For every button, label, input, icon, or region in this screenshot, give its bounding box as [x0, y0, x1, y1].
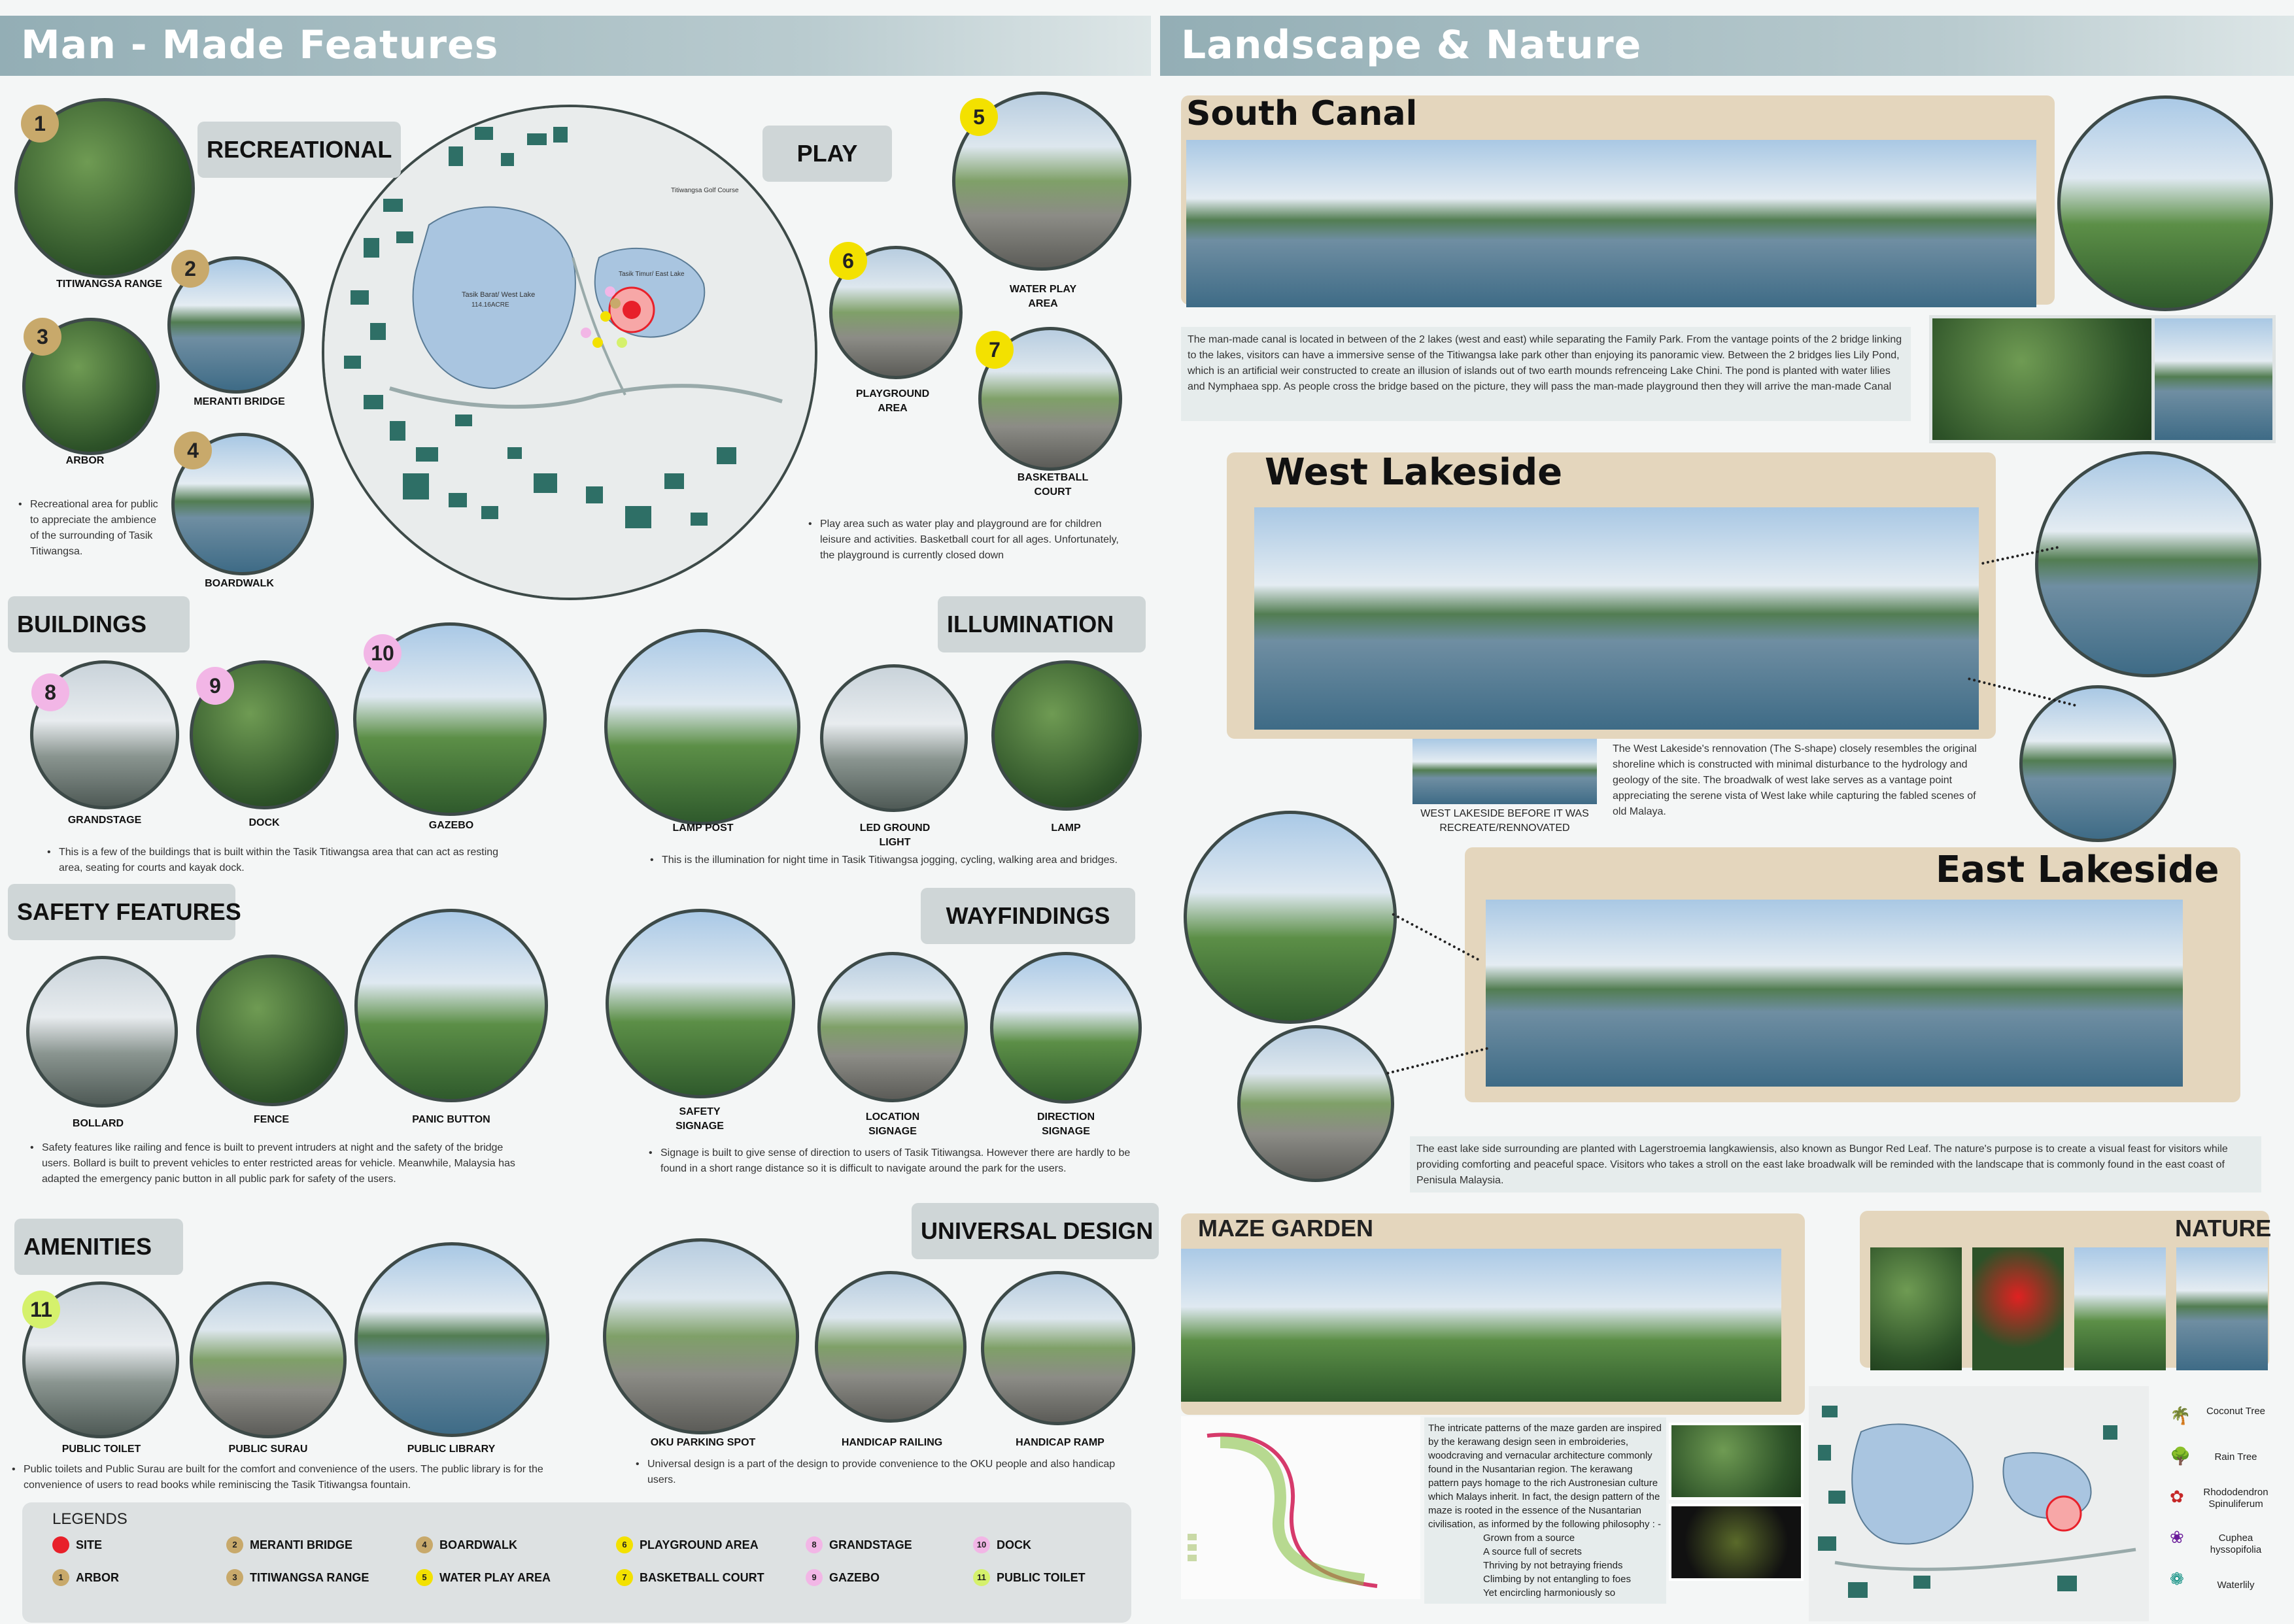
photo-handicap-railing — [815, 1271, 967, 1423]
caption-grandstage: GRANDSTAGE — [67, 815, 142, 826]
legend-key: 4 — [416, 1536, 433, 1553]
south-canal-photo-lilypond — [1929, 315, 2158, 443]
legend-key: 3 — [226, 1569, 243, 1586]
caption-water-play: WATER PLAY AREA — [1009, 284, 1077, 309]
photo-public-library — [354, 1242, 549, 1437]
legend-key: 6 — [616, 1536, 633, 1553]
badge-11: 11 — [22, 1291, 60, 1328]
legend-key: 10 — [973, 1536, 990, 1553]
maze-night-photo — [1669, 1504, 1804, 1581]
note-universal-design: • Universal design is a part of the design to provide convenience to the OKU people and also handicap users. — [647, 1457, 1131, 1488]
left-title: Man - Made Features — [21, 22, 499, 68]
maze-garden-poem — [1428, 1531, 1662, 1600]
cuphea-icon: ❀ — [2170, 1527, 2184, 1547]
legend-label: BOARDWALK — [439, 1538, 517, 1551]
photo-lamp-post — [604, 629, 800, 825]
west-lakeside-heading: West Lakeside — [1265, 451, 1563, 494]
nature-heading: NATURE — [2175, 1215, 2272, 1242]
west-lakeside-before-photo — [1412, 739, 1597, 804]
plant-legend — [2161, 1398, 2278, 1620]
left-title-band — [0, 16, 1151, 76]
poem-line: A source full of secrets — [1483, 1546, 1582, 1557]
map-area-label: 114.16ACRE — [471, 301, 509, 309]
tag-universal-design: UNIVERSAL DESIGN — [912, 1203, 1159, 1259]
caption-boardwalk: BOARDWALK — [205, 578, 274, 589]
legend-label: GAZEBO — [829, 1571, 880, 1584]
south-canal-text: The man-made canal is located in between of the 2 lakes (west and east) while separating the Family Park. From the vantage points of the 2 bridge linking to the lakes, visitors can have a immersive sense of the Titiwangsa lake park other than enjoying its panoramic view. Between the 2 bridges lies Lily Pond, which is an artificial weir constructed to create an illusion of islands out of two earth mounds refrenceing Lake Chini. The pond is planted with water lilies and Nymphaea spp. As people cross the bridge based on the picture, they will pass the man-made playground then they will arrive the man-made Canal — [1181, 327, 1911, 421]
east-lakeside-heading: East Lakeside — [1936, 849, 2219, 891]
photo-fence — [196, 955, 348, 1106]
tag-amenities: AMENITIES — [14, 1219, 183, 1275]
caption-oku-parking: OKU PARKING SPOT — [650, 1437, 756, 1448]
note-recreational: • Recreational area for public to appreciate the ambience of the surrounding of Tasik Titiwangsa. — [30, 497, 167, 560]
east-lakeside-circle-walk — [1237, 1025, 1394, 1182]
caption-safety-signage: SAFETY SIGNAGE — [676, 1106, 724, 1132]
caption-public-library: PUBLIC LIBRARY — [407, 1444, 496, 1455]
badge-9: 9 — [196, 667, 234, 705]
photo-lamp — [991, 660, 1142, 811]
legend-label: TITIWANGSA RANGE — [250, 1571, 369, 1584]
caption-bollard: BOLLARD — [72, 1118, 124, 1129]
photo-direction-signage — [990, 952, 1142, 1104]
nature-photo-1 — [1870, 1247, 1962, 1370]
south-canal-panorama — [1186, 140, 2036, 307]
legend-label: GRANDSTAGE — [829, 1538, 912, 1551]
legend-key: 11 — [973, 1569, 990, 1586]
photo-oku-parking — [603, 1238, 799, 1434]
rhododendron-icon: ✿ — [2170, 1487, 2184, 1506]
nature-photo-2 — [1972, 1247, 2064, 1370]
poem-line: Grown from a source — [1483, 1532, 1575, 1544]
maze-garden-text: The intricate patterns of the maze garden are inspired by the kerawang design seen in embroideries, woodcraving and vernacular architecture commonly found in the Nusantarian region. The kerawang pattern pays homage to the rich Austronesian culture which Malays inherit. In fact, the design pattern of the maze is rooted in the essence of the Nusantarian civilisation, as informed by the following philosophy : - — [1428, 1423, 1662, 1530]
west-lakeside-circle-shore — [2019, 685, 2176, 842]
photo-handicap-ramp — [981, 1271, 1135, 1425]
maze-garden-panorama — [1181, 1249, 1781, 1402]
caption-fence: FENCE — [253, 1114, 290, 1125]
south-canal-heading: South Canal — [1186, 94, 1418, 133]
tag-wayfindings: WAYFINDINGS — [921, 888, 1135, 944]
caption-arbor: ARBOR — [65, 455, 105, 466]
coconut-tree-icon: 🌴 — [2170, 1406, 2191, 1425]
note-wayfindings: • Signage is built to give sense of direction to users of Tasik Titiwangsa. However there are hardly to be found in a short range distance so it is difficult to navigate around the park for the users. — [660, 1145, 1138, 1177]
badge-6: 6 — [829, 242, 867, 280]
legend-label: BASKETBALL COURT — [640, 1571, 764, 1584]
caption-public-toilet: PUBLIC TOILET — [61, 1444, 141, 1455]
legend-title: LEGENDS — [52, 1510, 128, 1528]
caption-basketball-court: BASKETBALL COURT — [1017, 472, 1089, 498]
legend-key: 7 — [616, 1569, 633, 1586]
planting-map — [1809, 1386, 2149, 1621]
caption-dock: DOCK — [248, 817, 280, 828]
badge-2: 2 — [171, 250, 209, 288]
maze-garden-plan — [1181, 1416, 1420, 1599]
west-lakeside-text: The West Lakeside's rennovation (The S-shape) closely resembles the original shoreline which is constructed with minimal disturbance to the hydrology and geology of the site. The broadwalk of west lake serves as a vantage point appreciating the serene vista of West lake while capturing the fabled scenes of old Malaya. — [1613, 743, 1977, 817]
caption-direction-signage: DIRECTION SIGNAGE — [1037, 1111, 1095, 1137]
maze-plan-drawing — [1181, 1416, 1420, 1599]
maze-garden-heading: MAZE GARDEN — [1198, 1215, 1373, 1242]
caption-handicap-railing: HANDICAP RAILING — [841, 1437, 943, 1448]
plant-label: Coconut Tree — [2206, 1406, 2266, 1417]
south-canal-circle-photo — [2057, 95, 2273, 311]
note-illumination: • This is the illumination for night time in Tasik Titiwangsa jogging, cycling, walking area and bridges. — [662, 853, 1139, 868]
caption-location-signage: LOCATION SIGNAGE — [865, 1111, 920, 1137]
caption-panic-button: PANIC BUTTON — [412, 1114, 490, 1125]
east-lakeside-panorama — [1486, 900, 2183, 1087]
rain-tree-icon: 🌳 — [2170, 1446, 2191, 1466]
west-lakeside-panorama — [1254, 507, 1979, 730]
waterlily-icon: ❁ — [2170, 1569, 2184, 1589]
note-play: • Play area such as water play and playground are for children leisure and activities. Basketball court for all ages. Unfortunately, the playground is currently closed down — [820, 516, 1134, 564]
caption-gazebo: GAZEBO — [428, 820, 474, 831]
tag-recreational: RECREATIONAL — [197, 122, 401, 178]
legend-box — [22, 1502, 1131, 1623]
legend-label: PLAYGROUND AREA — [640, 1538, 759, 1551]
photo-panic-button — [354, 909, 548, 1102]
plant-label: Rhododendron Spinuliferum — [2203, 1487, 2268, 1510]
plant-label: Waterlily — [2217, 1580, 2255, 1591]
legend-key: 5 — [416, 1569, 433, 1586]
maze-aerial-photo — [1669, 1423, 1804, 1500]
caption-handicap-ramp: HANDICAP RAMP — [1016, 1437, 1104, 1448]
east-lakeside-text: The east lake side surrounding are planted with Lagerstroemia langkawiensis, also known as Bungor Red Leaf. The nature's purpose is to create a visual feast for visitors while providing comforting and peaceful space. Visitors who takes a stroll on the east lake broadwalk will be reminded with the landscape that is commonly found in the east coast of Penisula Malaysia. — [1410, 1136, 2261, 1193]
tag-safety: SAFETY FEATURES — [8, 884, 235, 940]
east-lakeside-circle-park — [1184, 811, 1397, 1024]
legend-label: PUBLIC TOILET — [997, 1571, 1086, 1584]
site-map — [322, 105, 817, 600]
badge-5: 5 — [960, 98, 998, 136]
caption-titiwangsa-range: TITIWANGSA RANGE — [56, 279, 163, 290]
caption-meranti-bridge: MERANTI BRIDGE — [194, 396, 285, 407]
legend-key: 1 — [52, 1569, 69, 1586]
photo-location-signage — [817, 952, 968, 1102]
site-map-drawing — [324, 107, 815, 598]
plant-label: Rain Tree — [2214, 1451, 2257, 1463]
map-golf-label: Titiwangsa Golf Course — [671, 187, 739, 194]
caption-public-surau: PUBLIC SURAU — [228, 1444, 308, 1455]
photo-led-ground-light — [820, 664, 968, 812]
legend-label: DOCK — [997, 1538, 1031, 1551]
photo-public-surau — [190, 1281, 347, 1438]
legend-label: WATER PLAY AREA — [439, 1571, 551, 1584]
note-amenities: • Public toilets and Public Surau are built for the comfort and convenience of the users. The public library is for the convenience of users to read books while reminiscing the Tasik Titiwangsa fountain. — [24, 1462, 547, 1493]
legend-label: SITE — [76, 1538, 103, 1551]
badge-7: 7 — [976, 331, 1014, 369]
note-buildings: • This is a few of the buildings that is built within the Tasik Titiwangsa area that can act as resting area, seating for courts and kayak dock. — [59, 845, 517, 876]
legend-key: 2 — [226, 1536, 243, 1553]
legend-label: MERANTI BRIDGE — [250, 1538, 352, 1551]
poem-line: Climbing by not entangling to foes — [1483, 1574, 1631, 1585]
tag-play: PLAY — [762, 126, 892, 182]
legend-key — [52, 1536, 69, 1553]
tag-buildings: BUILDINGS — [8, 596, 190, 652]
right-title-band — [1160, 16, 2294, 76]
legend-label: ARBOR — [76, 1571, 119, 1584]
caption-led-ground-light: LED GROUND LIGHT — [859, 822, 931, 848]
caption-lamp: LAMP — [1051, 822, 1081, 834]
note-safety: • Safety features like railing and fence is built to prevent intruders at night and the safety of the bridge users. Bollard is built to prevent vehicles to enter restricted areas for vehicle. Meanwhile, Malaysia has adapted the emergency panic button in all public park for safety of the users. — [42, 1140, 526, 1187]
poem-line: Yet encircling harmoniously so — [1483, 1587, 1616, 1599]
photo-safety-signage — [606, 909, 795, 1098]
legend-key: 9 — [806, 1569, 823, 1586]
poem-line: Thriving by not betraying friends — [1483, 1560, 1623, 1571]
badge-1: 1 — [21, 105, 59, 143]
plant-label: Cuphea hyssopifolia — [2210, 1532, 2262, 1555]
badge-4: 4 — [174, 431, 212, 469]
right-title: Landscape & Nature — [1181, 22, 1642, 68]
planting-map-drawing — [1809, 1386, 2149, 1621]
nature-photo-3 — [2074, 1247, 2166, 1370]
legend-key: 8 — [806, 1536, 823, 1553]
badge-8: 8 — [31, 673, 69, 711]
map-west-lake-label: Tasik Barat/ West Lake — [462, 291, 536, 299]
caption-playground: PLAYGROUND AREA — [855, 388, 930, 414]
south-canal-photo-lake — [2151, 315, 2276, 443]
caption-lamp-post: LAMP POST — [672, 822, 734, 834]
west-lakeside-circle-fountain — [2035, 451, 2261, 677]
tag-illumination: ILLUMINATION — [938, 596, 1146, 652]
maze-garden-text-block — [1424, 1417, 1666, 1604]
badge-10: 10 — [364, 634, 402, 672]
badge-3: 3 — [24, 318, 61, 356]
west-lakeside-before-caption: WEST LAKESIDE BEFORE IT WAS RECREATE/RENNOVATED — [1420, 808, 1589, 834]
photo-bollard — [26, 956, 178, 1108]
nature-photo-4 — [2176, 1247, 2268, 1370]
map-east-lake-label: Tasik Timur/ East Lake — [619, 271, 685, 278]
